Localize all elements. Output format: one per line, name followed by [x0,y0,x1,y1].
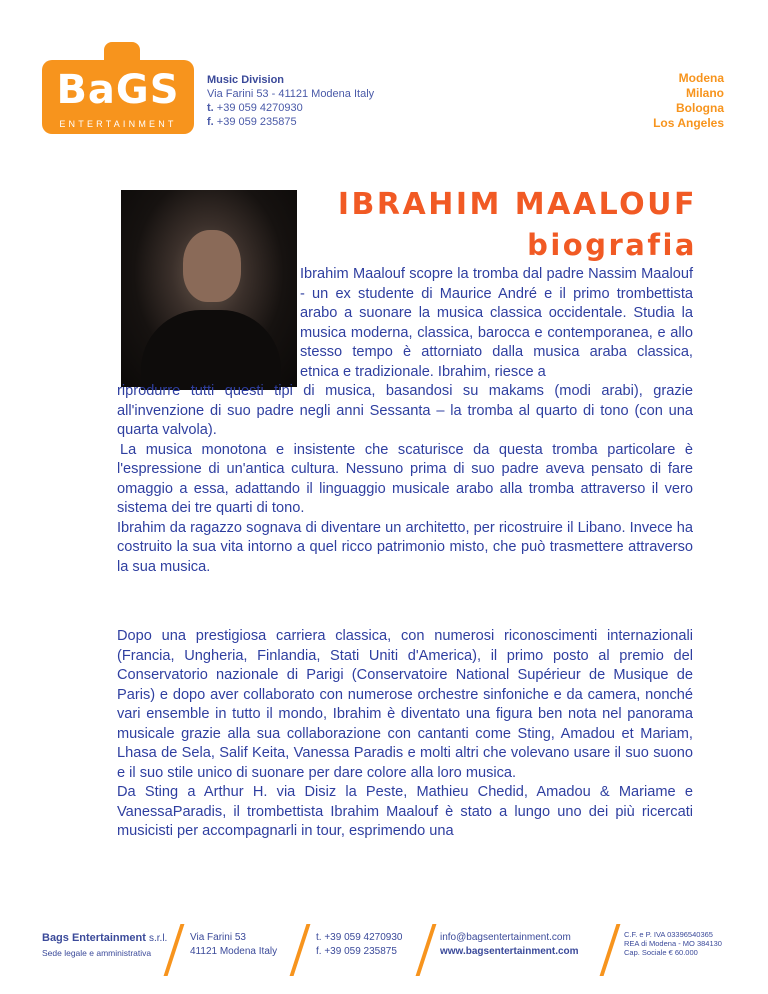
bio-paragraph-block [117,382,693,577]
footer-divider [416,924,437,976]
footer-legal: C.F. e P. IVA 03396540365 REA di Modena - MO 384130 Cap. Sociale € 60.000 [624,930,722,957]
bio-paragraph: Dopo una prestigiosa carriera classica, con numerosi riconoscimenti internazionali (Francia, Ungheria, Finlandia, Stati Uniti d'America), il primo posto al premio del Conservatorio nazionale di Parigi (Conservatoire National Supérieur de Musique de Paris) e dopo aver collaborato con numerose orchestre sinfoniche e da camera, nonché vari ensemble in tutto il mondo, Ibrahim è diventato una figura ben nota nel panorama musicale grazie alla sua collaborazione con cantanti come Sting, Amadou et Mariam, Lhasa de Sela, Salif Keita, Vanessa Paradis e molti altri che volevano usare il suo suono e il suo stile unico di suonare per dare colore alla loro musica. [117,628,693,781]
footer-divider [290,924,311,976]
logo-strip: ENTERTAINMENT [59,119,177,129]
bio-paragraph-block-2 [117,627,693,842]
header-address: Via Farini 53 - 41121 Modena Italy [207,88,375,100]
photo-face [183,230,241,302]
footer-address: Via Farini 53 41121 Modena Italy [190,932,278,957]
bio-paragraph: Ibrahim da ragazzo sognava di diventare un architetto, per ricostruire il Libano. Invece ha costruito la sua vita intorno a quel ricco patrimonio misto, che può trasmettere attraverso la sua musica. [117,519,693,575]
bio-paragraph: Da Sting a Arthur H. via Disiz la Peste, Mathieu Chedid, Amadou & Mariame e VanessaParadis, il trombettista Ibrahim Maalouf è stato a lungo uno dei più ricercati musicisti per accompagnarli in tour, esprimendo una [117,784,693,839]
footer-company: Bags Entertainment s.r.l. Sede legale e amministrativa [42,932,168,958]
page-heading [338,184,697,266]
header-fax: f. +39 059 235875 [207,116,297,128]
city-item: Bologna [676,101,724,115]
heading-subtitle: biografia [527,228,697,262]
city-item: Milano [686,86,724,100]
footer-website[interactable]: www.bagsentertainment.com [440,946,579,957]
office-cities [653,71,724,131]
bio-paragraph: La musica monotona e insistente che scaturisce da questa tromba particolare è l'espressione di un'antica cultura. Nessuno prima di suo padre aveva pensato di fare omaggio a essa, adattando il linguaggio musicale arabo alla tromba attraverso il vero sistema dei tre quarti di tono. [117,441,693,516]
logo-word: BaGS [56,67,180,113]
artist-photo [121,190,297,387]
page-footer [0,930,768,970]
footer-phones: t. +39 059 4270930 f. +39 059 235875 [316,932,403,957]
bio-paragraph-continuation: riprodurre tutti questi tipi di musica, basandosi su makams (modi arabi), grazie all'invenzione di suo padre negli anni Sessanta – la tromba al quarto di tono (con una quarta valvola). [117,383,693,438]
photo-shoulders [141,310,281,390]
city-item: Los Angeles [653,116,724,130]
footer-email[interactable]: info@bagsentertainment.com [440,932,571,943]
bags-logo [42,42,194,134]
division-title: Music Division [207,74,285,86]
footer-divider [600,924,621,976]
city-item: Modena [678,71,724,85]
bio-paragraph-intro: Ibrahim Maalouf scopre la tromba dal padre Nassim Maalouf - un ex studente di Maurice André e il primo trombettista arabo a suonare la musica classica occidentale. Studia la musica moderna, classica, barocca e contemporanea, e allo stesso tempo è attorniato dalla musica araba classica, etnica e tradizionale. Ibrahim, riesce a [300,266,693,380]
artist-name: IBRAHIM MAALOUF [337,187,697,222]
footer-web [440,930,579,958]
header-phone: t. +39 059 4270930 [207,102,303,114]
header-contact [207,73,374,129]
